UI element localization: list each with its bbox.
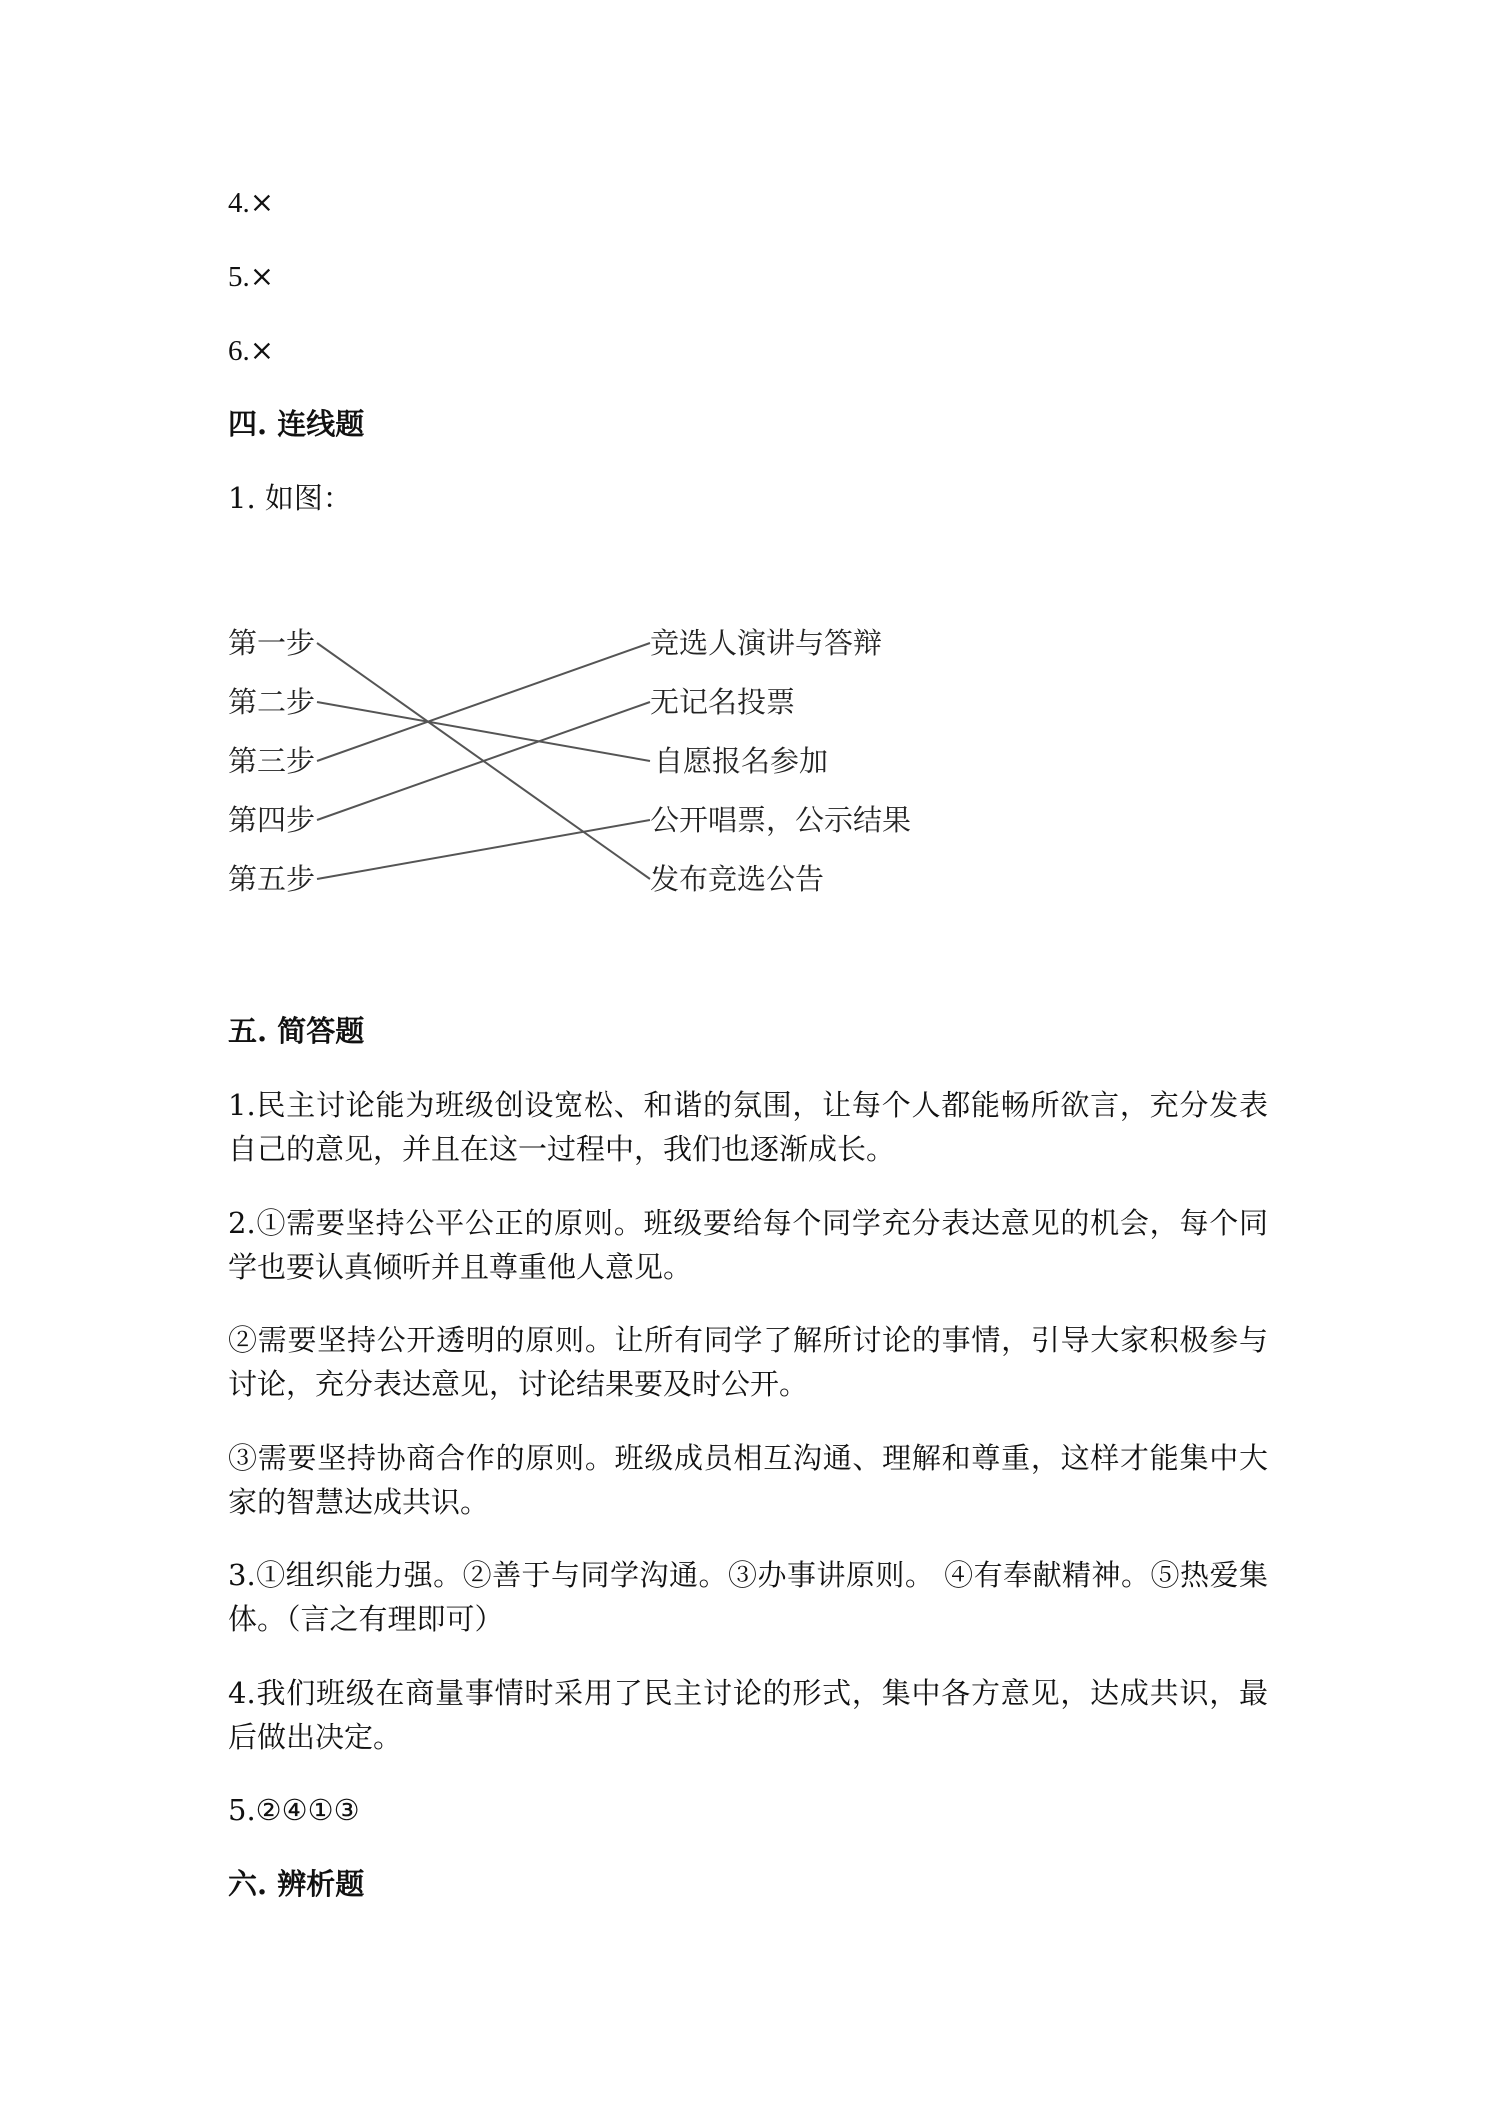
left-step-label: 第一步 xyxy=(228,626,316,660)
section5-title: 五. 简答题 xyxy=(228,1014,365,1048)
connector-line xyxy=(317,702,650,761)
connector-line xyxy=(317,702,650,820)
answer-6 xyxy=(228,328,274,373)
item-text: ②④①③ xyxy=(255,1793,360,1827)
answer-item xyxy=(228,1318,1268,1406)
item-text: ①组织能力强。②善于与同学沟通。③办事讲原则。 ④有奉献精神。⑤热爱集体。（言之有理即可） xyxy=(228,1558,1268,1636)
left-step-label: 第二步 xyxy=(228,685,316,719)
answer-item xyxy=(228,1201,1268,1289)
item-text: ③需要坚持协商合作的原则。班级成员相互沟通、理解和尊重，这样才能集中大家的智慧达成共识。 xyxy=(228,1441,1268,1519)
left-step-label: 第四步 xyxy=(228,803,316,837)
section4-question-1: 1. 如图： xyxy=(228,481,352,515)
answer-item xyxy=(228,1788,1268,1832)
answer-4 xyxy=(228,180,274,225)
right-action-label: 自愿报名参加 xyxy=(654,744,829,778)
answer-item xyxy=(228,1671,1268,1759)
answer-item xyxy=(228,1436,1268,1524)
cross-mark: × xyxy=(249,333,275,367)
cross-mark: × xyxy=(249,185,275,219)
connector-line xyxy=(317,643,650,761)
left-step-label: 第三步 xyxy=(228,744,316,778)
right-action-label: 竞选人演讲与答辩 xyxy=(650,626,883,660)
item-text: 我们班级在商量事情时采用了民主讨论的形式，集中各方意见，达成共识，最后做出决定。 xyxy=(228,1676,1268,1754)
answer-item xyxy=(228,1083,1268,1171)
section4-title: 四. 连线题 xyxy=(228,407,365,441)
left-step-label: 第五步 xyxy=(228,862,316,896)
answer-item xyxy=(228,1553,1268,1641)
right-action-label: 公开唱票，公示结果 xyxy=(650,803,912,837)
right-action-label: 无记名投票 xyxy=(650,685,796,719)
item-number: 4. xyxy=(228,1676,256,1710)
answer-number: 5. xyxy=(228,261,250,293)
item-number: 2. xyxy=(228,1206,256,1240)
item-text: ①需要坚持公平公正的原则。班级要给每个同学充分表达意见的机会，每个同学也要认真倾听并且尊重他人意见。 xyxy=(228,1206,1268,1284)
answer-5 xyxy=(228,254,274,299)
matching-svg xyxy=(222,605,942,905)
item-number: 5. xyxy=(228,1793,256,1827)
item-text: ②需要坚持公开透明的原则。让所有同学了解所讨论的事情，引导大家积极参与讨论，充分表达意见，讨论结果要及时公开。 xyxy=(228,1323,1268,1401)
item-text: 民主讨论能为班级创设宽松、和谐的氛围，让每个人都能畅所欲言，充分发表自己的意见，并且在这一过程中，我们也逐渐成长。 xyxy=(228,1088,1268,1166)
cross-mark: × xyxy=(249,259,275,293)
item-number: 3. xyxy=(228,1558,256,1592)
matching-diagram xyxy=(222,605,942,905)
item-number: 1. xyxy=(228,1088,256,1122)
answer-number: 6. xyxy=(228,335,250,367)
answer-number: 4. xyxy=(228,187,250,219)
right-action-label: 发布竞选公告 xyxy=(650,862,825,896)
connector-line xyxy=(317,820,650,879)
section6-title: 六. 辨析题 xyxy=(228,1867,365,1901)
